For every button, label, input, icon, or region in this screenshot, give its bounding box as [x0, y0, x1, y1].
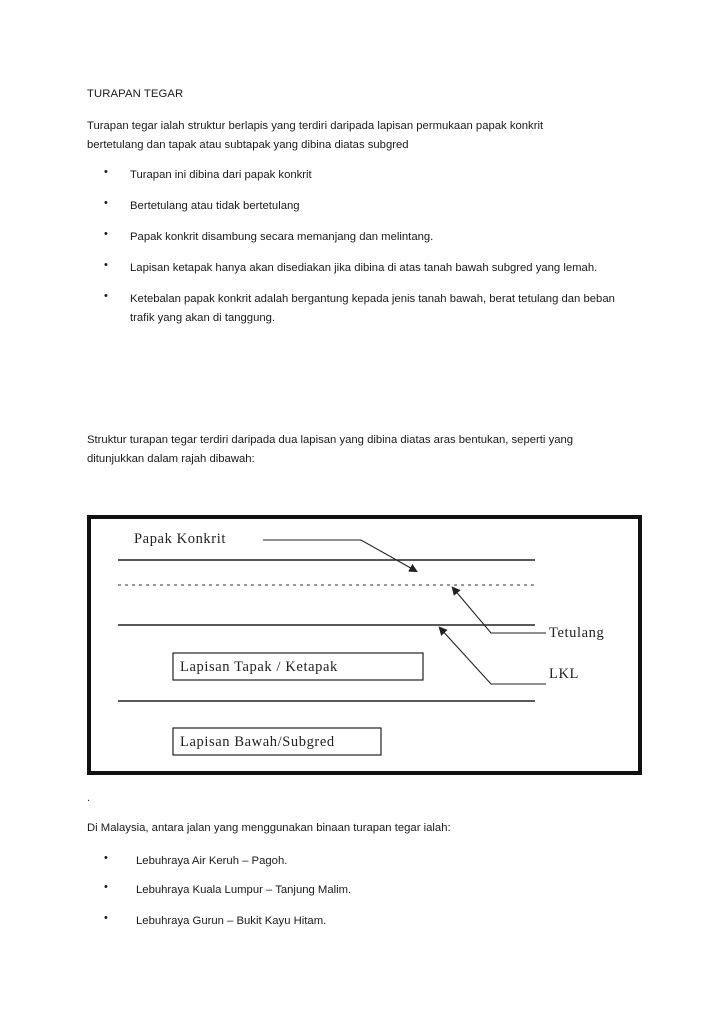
list-item-text: Papak konkrit disambung secara memanjang dan melintang.	[130, 231, 434, 243]
lkl-label: LKL	[549, 666, 579, 682]
papak-konkrit-arrow	[263, 540, 416, 571]
bullet-icon: •	[104, 166, 108, 178]
tetulang-label: Tetulang	[549, 625, 605, 641]
bullet-icon: •	[104, 912, 108, 924]
bullet-icon: •	[104, 197, 108, 209]
tetulang-arrow	[453, 588, 546, 633]
list-item-text: Lebuhraya Kuala Lumpur – Tanjung Malim.	[136, 884, 352, 896]
highway-bullet-list	[87, 852, 647, 932]
bullet-icon: •	[104, 259, 108, 271]
pavement-layer-diagram	[87, 515, 642, 775]
papak-konkrit-label: Papak Konkrit	[134, 531, 226, 547]
bullet-icon: •	[104, 881, 108, 893]
structure-line-1: Struktur turapan tegar terdiri daripada dua lapisan yang dibina diatas aras bentukan, seperti yang	[87, 434, 574, 446]
separator-dot: .	[87, 792, 91, 804]
subgrade-layer-label: Lapisan Bawah/Subgred	[180, 734, 335, 750]
tapak-layer-label: Lapisan Tapak / Ketapak	[180, 659, 338, 675]
bullet-icon: •	[104, 852, 108, 864]
structure-line-2: ditunjukkan dalam rajah dibawah:	[87, 453, 255, 465]
lkl-arrow	[440, 628, 546, 684]
list-item-text: Turapan ini dibina dari papak konkrit	[130, 169, 312, 181]
intro-line-2: bertetulang dan tapak atau subtapak yang dibina diatas subgred	[87, 139, 409, 151]
bullet-icon: •	[104, 228, 108, 240]
list-item-text: Ketebalan papak konkrit adalah bergantung kepada jenis tanah bawah, berat tetulang dan beban trafik yang akan di tanggung.	[130, 293, 615, 324]
diagram-canvas	[91, 519, 638, 771]
intro-paragraph	[87, 117, 647, 155]
rigid-pavement-bullet-list	[87, 166, 647, 346]
list-item-text: Lapisan ketapak hanya akan disediakan jika dibina di atas tanah bawah subgred yang lemah.	[130, 262, 598, 274]
bullet-icon: •	[104, 290, 108, 302]
structure-paragraph	[87, 431, 647, 469]
malaysia-intro: Di Malaysia, antara jalan yang menggunakan binaan turapan tegar ialah:	[87, 822, 451, 834]
intro-line-1: Turapan tegar ialah struktur berlapis yang terdiri daripada lapisan permukaan papak konkrit	[87, 120, 544, 132]
list-item-text: Lebuhraya Air Keruh – Pagoh.	[136, 855, 288, 867]
list-item-text: Lebuhraya Gurun – Bukit Kayu Hitam.	[136, 915, 327, 927]
page-heading: TURAPAN TEGAR	[87, 88, 184, 100]
list-item-text: Bertetulang atau tidak bertetulang	[130, 200, 300, 212]
